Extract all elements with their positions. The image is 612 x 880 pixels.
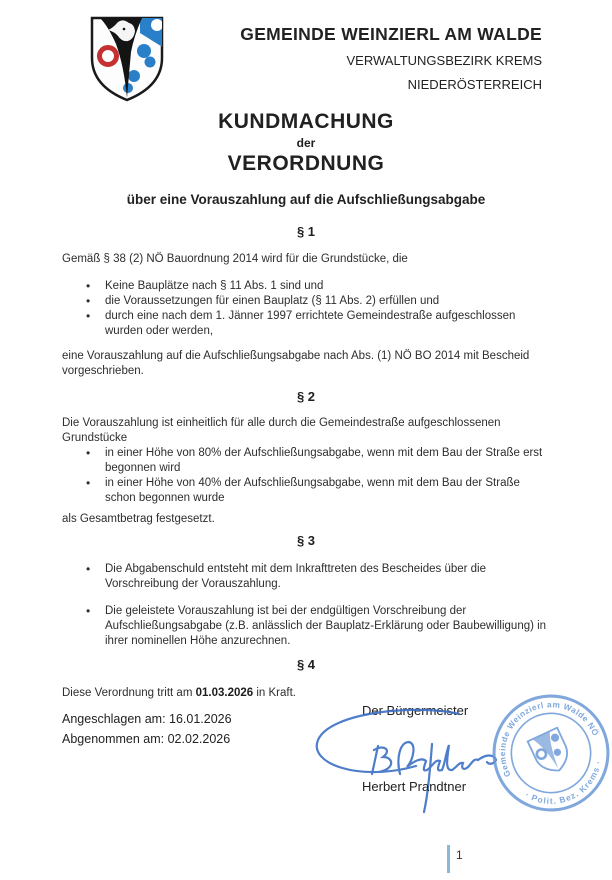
section-1-heading: § 1	[296, 224, 316, 239]
document-title-line1: KUNDMACHUNG	[218, 110, 394, 133]
posted-date-line: Angeschlagen am: 16.01.2026	[62, 712, 232, 726]
document-title-line2: der	[296, 136, 316, 150]
signature-scribble	[296, 702, 506, 814]
page-number: 1	[456, 848, 463, 862]
coat-of-arms-icon	[88, 16, 166, 102]
municipality-name: GEMEINDE WEINZIERL AM WALDE	[240, 24, 542, 44]
section-1-intro: Gemäß § 38 (2) NÖ Bauordnung 2014 wird für die Grundstücke, die	[62, 253, 408, 265]
stamp-arc-top-text: Gemeinde Weinzierl am Walde NÖ	[497, 699, 602, 779]
list-item: • in einer Höhe von 40% der Aufschließungsabgabe, wenn mit dem Bau der Straße schon begonnen wurde	[62, 476, 550, 506]
list-item: • Die geleistete Vorauszahlung ist bei der endgültigen Vorschreibung der Aufschließungsabgabe (z.B. anlässlich der Bauplatz-Erklärung oder Baubewilligung) in ihrer nominellen Höhe anzurechnen.	[62, 604, 550, 649]
section-1-list	[62, 279, 550, 339]
section-2-intro: Die Vorauszahlung ist einheitlich für alle durch die Gemeindestraße aufgeschlossenen Grundstücke	[62, 417, 501, 444]
document-subject: über eine Vorauszahlung auf die Aufschließungsabgabe	[126, 192, 486, 207]
section-1-outro: eine Vorauszahlung auf die Aufschließungsabgabe nach Abs. (1) NÖ BO 2014 mit Bescheid vorgeschrieben.	[62, 350, 530, 377]
effective-date-prefix: Diese Verordnung tritt am	[62, 687, 196, 699]
section-4-heading: § 4	[296, 657, 316, 672]
letterhead	[240, 24, 542, 92]
document-body	[62, 106, 550, 701]
signer-name: Herbert Prandtner	[362, 779, 467, 794]
state-name: NIEDERÖSTERREICH	[407, 77, 542, 92]
list-item: • durch eine nach dem 1. Jänner 1997 errichtete Gemeindestraße aufgeschlossen wurden oder werden,	[62, 309, 550, 339]
page-number-bar	[447, 845, 450, 873]
list-item: • in einer Höhe von 80% der Aufschließungsabgabe, wenn mit dem Bau der Straße erst begonnen wird	[62, 446, 550, 476]
district-name: VERWALTUNGSBEZIRK KREMS	[346, 53, 542, 68]
removed-date-line: Abgenommen am: 02.02.2026	[62, 732, 231, 746]
svg-text:· Polit. Bez. Krems ·	[521, 756, 612, 820]
effective-date-suffix: in Kraft.	[253, 687, 296, 699]
effective-date-value: 01.03.2026	[195, 687, 254, 699]
section-2-list	[62, 446, 550, 506]
stamp-coat-of-arms-icon	[528, 728, 574, 778]
section-3-list	[62, 562, 550, 649]
stamp-arc-bottom-text: · Polit. Bez. Krems ·	[523, 759, 604, 806]
signer-title: Der Bürgermeister	[362, 703, 469, 718]
section-2-outro: als Gesamtbetrag festgesetzt.	[62, 513, 215, 525]
document-title-line3: VERORDNUNG	[227, 152, 385, 175]
section-2-heading: § 2	[296, 389, 316, 404]
list-item: • Die Abgabenschuld entsteht mit dem Inkrafttreten des Bescheides über die Vorschreibung der Vorauszahlung.	[62, 562, 550, 592]
effective-date-line	[62, 686, 550, 701]
section-3-heading: § 3	[296, 533, 316, 548]
list-item: • die Voraussetzungen für einen Bauplatz (§ 11 Abs. 2) erfüllen und	[62, 294, 550, 309]
list-item: • Keine Bauplätze nach § 11 Abs. 1 sind und	[62, 279, 550, 294]
page-number-area	[447, 845, 463, 873]
posting-dates	[62, 709, 232, 749]
